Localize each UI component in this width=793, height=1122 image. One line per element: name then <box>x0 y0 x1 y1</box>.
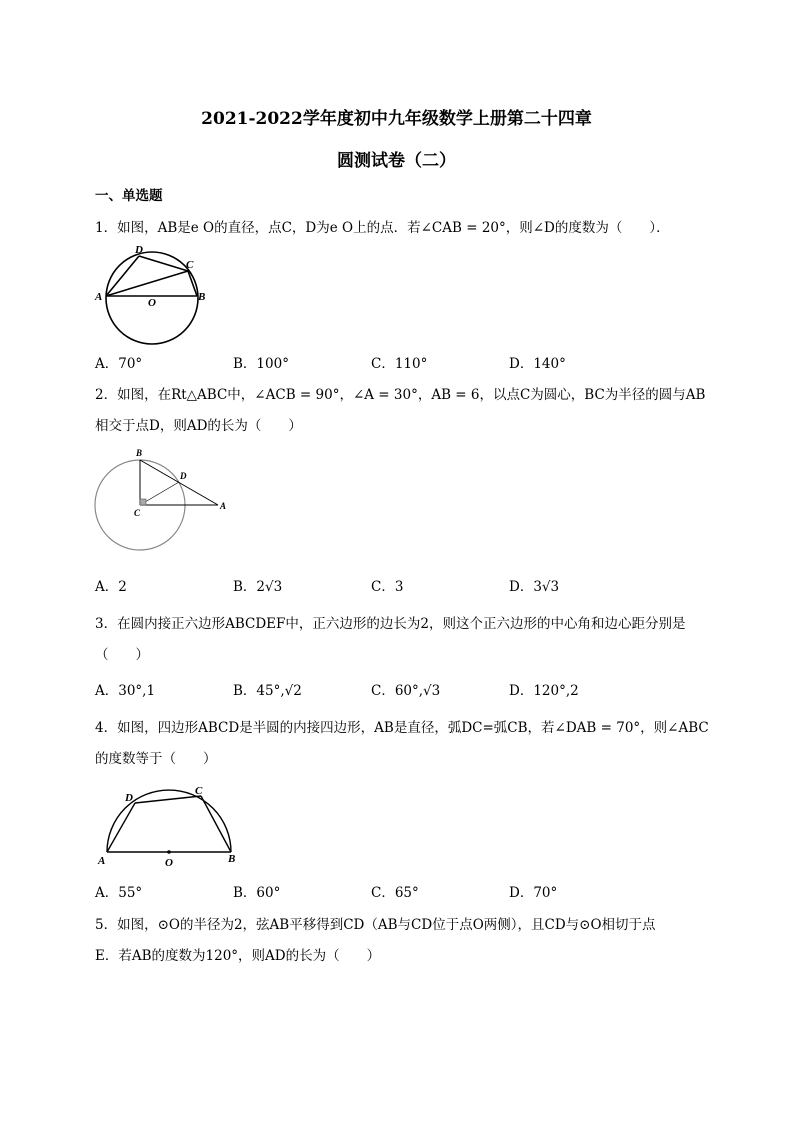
q1-text: 1．如图，AB是e O的直径，点C，D为e O上的点．若∠CAB = 20°，则∠D的度数为（ ）． <box>95 220 670 236</box>
q1-option-c: C．110° <box>371 356 428 372</box>
q4-option-c: C．65° <box>371 885 419 901</box>
q4-label-O: O <box>165 857 173 869</box>
title-line-1: 2021-2022学年度初中九年级数学上册第二十四章 <box>201 109 592 129</box>
q2-option-a: A．2 <box>95 579 127 595</box>
q4-label-A: A <box>98 855 106 867</box>
q1-label-A: A <box>95 291 103 303</box>
q1-label-O: O <box>148 297 156 309</box>
section-heading: 一、单选题 <box>95 188 163 204</box>
q4-text-line-2: 的度数等于（ ） <box>95 751 217 767</box>
q4-label-C: C <box>195 785 203 797</box>
title-line-2: 圆测试卷（二） <box>337 151 456 171</box>
q3-text-line-1: 3．在圆内接正六边形ABCDEF中，正六边形的边长为2，则这个正六边形的中心角和边心距分别是 <box>95 616 686 632</box>
q3-option-b: B．45°,√2 <box>233 683 302 699</box>
q1-label-B: B <box>198 291 206 303</box>
q1-figure <box>95 243 220 343</box>
q1-label-C: C <box>186 259 194 271</box>
q1-option-a: A．70° <box>95 356 143 372</box>
q2-option-d: D．3√3 <box>509 579 560 595</box>
q2-label-D: D <box>180 471 187 481</box>
q4-label-B: B <box>228 853 236 865</box>
q2-text-line-2: 相交于点D，则AD的长为（ ） <box>95 418 302 434</box>
q3-option-d: D．120°,2 <box>509 683 579 699</box>
q2-option-b: B．2√3 <box>233 579 283 595</box>
q4-option-d: D．70° <box>509 885 558 901</box>
q2-figure <box>95 445 235 555</box>
q5-text-line-1: 5．如图，⊙O的半径为2，弦AB平移得到CD（AB与CD位于点O两侧），且CD与⊙O相切于点 <box>95 917 656 933</box>
q1-option-b: B．100° <box>233 356 289 372</box>
q4-figure <box>95 780 245 870</box>
q2-text-line-1: 2．如图，在Rt△ABC中，∠ACB = 90°，∠A = 30°，AB = 6，以点C为圆心，BC为半径的圆与AB <box>95 387 706 403</box>
q3-option-c: C．60°,√3 <box>371 683 441 699</box>
q2-label-A: A <box>220 501 227 511</box>
q4-text-line-1: 4．如图，四边形ABCD是半圆的内接四边形，AB是直径，弧DC=弧CB，若∠DAB = 70°，则∠ABC <box>95 720 709 736</box>
q4-option-b: B．60° <box>233 885 281 901</box>
q3-text-line-2: （ ） <box>95 647 149 663</box>
q2-label-C: C <box>134 508 141 518</box>
q4-option-a: A．55° <box>95 885 143 901</box>
q1-option-d: D．140° <box>509 356 566 372</box>
q5-text-line-2: E．若AB的度数为120°，则AD的长为（ ） <box>95 948 381 964</box>
q2-label-B: B <box>136 448 143 458</box>
q2-option-c: C．3 <box>371 579 404 595</box>
q4-label-D: D <box>125 792 133 804</box>
q3-option-a: A．30°,1 <box>95 683 156 699</box>
q1-label-D: D <box>135 244 143 256</box>
